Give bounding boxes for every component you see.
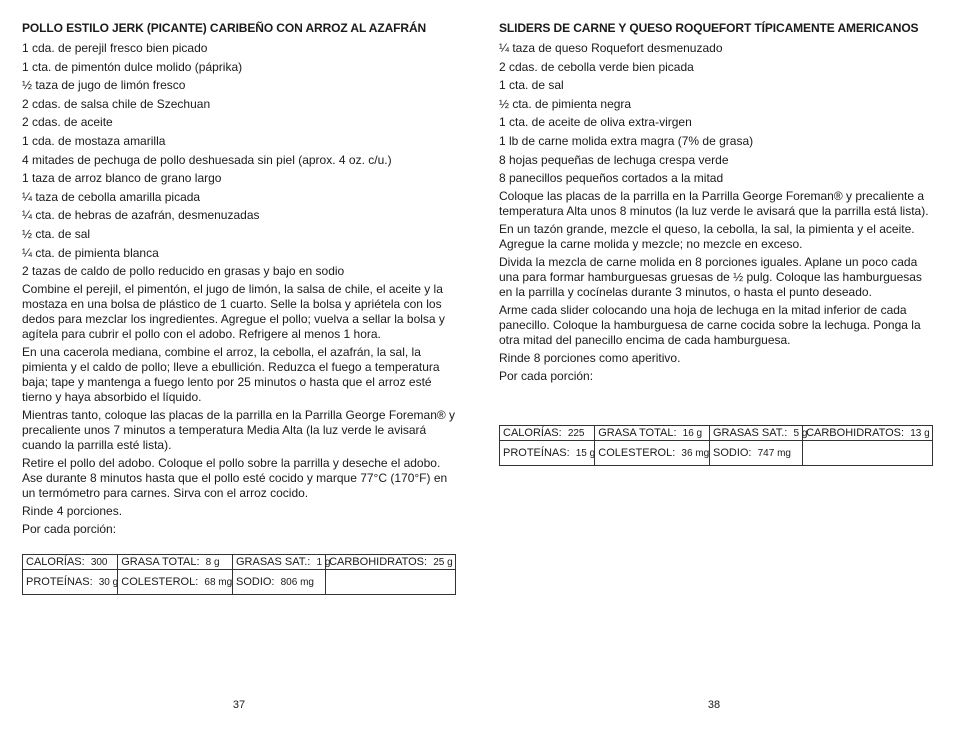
recipe-title: SLIDERS DE CARNE Y QUESO ROQUEFORT TÍPICAMENTE AMERICANOS [499, 21, 919, 35]
ingredient-list [22, 40, 456, 280]
right-page [499, 0, 933, 738]
instruction-step: Divida la mezcla de carne molida en 8 porciones iguales. Aplane un poco cada una para formar hamburguesas gruesas de ½ pulg. Coloque las hamburguesas en la parrilla y cocínelas durante 3 minutos, o hasta el punto deseado. [499, 255, 922, 300]
ingredient-item: ¼ cta. de pimienta blanca [22, 245, 159, 260]
page-number: 37 [232, 699, 246, 711]
ingredient-item: 2 cdas. de aceite [22, 115, 113, 130]
ingredient-item: 1 lb de carne molida extra magra (7% de grasa) [499, 133, 754, 148]
total-fat-cell: GRASA TOTAL: 8 g [118, 555, 233, 570]
sat-fat-cell: GRASAS SAT.: 5 g [709, 426, 802, 441]
empty-cell [803, 441, 933, 466]
instruction-step: Coloque las placas de la parrilla en la Parrilla George Foreman® y precaliente a temperatura Alta unos 8 minutos (la luz verde le avisará que la parrilla está lista). [499, 189, 929, 219]
sodium-cell: SODIO: 747 mg [709, 441, 802, 466]
nutrition-table [22, 554, 456, 595]
instruction-step: Mientras tanto, coloque las placas de la parrilla en la Parrilla George Foreman® y precaliente unos 7 minutos a temperatura Media Alta (la luz verde le avisará cuando la parrilla esté lista). [22, 408, 456, 453]
ingredient-item: 1 cta. de pimentón dulce molido (páprika) [22, 59, 243, 74]
left-page [22, 0, 456, 738]
ingredient-item: 1 cda. de mostaza amarilla [22, 133, 166, 148]
ingredient-item: 2 tazas de caldo de pollo reducido en grasas y bajo en sodio [22, 264, 345, 279]
cholesterol-cell: COLESTEROL: 36 mg [595, 441, 710, 466]
ingredient-item: 1 cda. de perejil fresco bien picado [22, 41, 208, 55]
ingredient-item: 2 cdas. de salsa chile de Szechuan [22, 96, 211, 111]
recipe-content-left [22, 20, 456, 540]
page-number: 38 [707, 699, 721, 711]
ingredient-item: ½ taza de jugo de limón fresco [22, 78, 186, 93]
sodium-cell: SODIO: 806 mg [232, 570, 325, 595]
instructions [22, 282, 456, 537]
nutrition-table [499, 425, 933, 466]
instructions [499, 189, 933, 384]
ingredient-item: ¼ taza de cebolla amarilla picada [22, 189, 201, 204]
ingredient-item: 2 cdas. de cebolla verde bien picada [499, 59, 694, 74]
servings-text: Rinde 8 porciones como aperitivo. [499, 351, 681, 366]
ingredient-item: 1 taza de arroz blanco de grano largo [22, 171, 222, 186]
instruction-step: En un tazón grande, mezcle el queso, la cebolla, la sal, la pimienta y el aceite. Agregue la carne molida y mezcle; no mezcle en exceso. [499, 222, 915, 252]
instruction-step: En una cacerola mediana, combine el arroz, la cebolla, el azafrán, la sal, la pimienta y el caldo de pollo; lleve a ebullición. Reduzca el fuego a temperatura baja; tape y mantenga a fuego lento por 25 minutos o hasta que el arroz esté tierno y haya absorbido el líquido. [22, 345, 440, 405]
per-serving-label: Por cada porción: [22, 522, 117, 537]
ingredient-item: ½ cta. de pimienta negra [499, 96, 632, 111]
ingredient-item: 4 mitades de pechuga de pollo deshuesada sin piel (aprox. 4 oz. c/u.) [22, 152, 392, 167]
total-fat-cell: GRASA TOTAL: 16 g [595, 426, 710, 441]
empty-cell [326, 570, 456, 595]
carbs-cell: CARBOHIDRATOS: 13 g [803, 426, 933, 441]
instruction-step: Arme cada slider colocando una hoja de lechuga en la mitad inferior de cada panecillo. Coloque la hamburguesa de carne cocida sobre la lechuga. Ponga la otra mitad del panecillo encima de cada hamburguesa. [499, 303, 921, 348]
carbs-cell: CARBOHIDRATOS: 25 g [326, 555, 456, 570]
protein-cell: PROTEÍNAS: 15 g [500, 441, 595, 466]
cholesterol-cell: COLESTEROL: 68 mg [118, 570, 233, 595]
ingredient-item: 1 cta. de sal [499, 78, 564, 93]
calories-cell: CALORÍAS: 225 [500, 426, 595, 441]
sat-fat-cell: GRASAS SAT.: 1 g [232, 555, 325, 570]
recipe-title: POLLO ESTILO JERK (PICANTE) CARIBEÑO CON ARROZ AL AZAFRÁN [22, 21, 427, 35]
ingredient-item: 1 cta. de aceite de oliva extra-virgen [499, 115, 692, 130]
ingredient-item: ¼ taza de queso Roquefort desmenuzado [499, 41, 723, 55]
instruction-step: Retire el pollo del adobo. Coloque el pollo sobre la parrilla y deseche el adobo. Ase durante 8 minutos hasta que el pollo esté cocido y marque 77°C (170°F) en un termómetro para carnes. Sirva con el arroz cocido. [22, 456, 448, 501]
calories-cell: CALORÍAS: 300 [23, 555, 118, 570]
ingredient-list [499, 40, 933, 187]
instruction-step: Combine el perejil, el pimentón, el jugo de limón, la salsa de chile, el aceite y la mostaza en una bolsa de plástico de 1 cuarto. Selle la bolsa y apriétela con los dedos para mezclar los ingredientes. Agregue el pollo; vuelva a sellar la bolsa y agítela para cubrir el pollo con el adobo. Refrigere al menos 1 hora. [22, 282, 445, 342]
recipe-content-right [499, 20, 933, 387]
ingredient-item: 8 hojas pequeñas de lechuga crespa verde [499, 152, 729, 167]
protein-cell: PROTEÍNAS: 30 g [23, 570, 118, 595]
ingredient-item: ¼ cta. de hebras de azafrán, desmenuzadas [22, 208, 260, 223]
ingredient-item: ½ cta. de sal [22, 226, 91, 241]
servings-text: Rinde 4 porciones. [22, 504, 123, 519]
ingredient-item: 8 panecillos pequeños cortados a la mitad [499, 171, 724, 186]
per-serving-label: Por cada porción: [499, 369, 594, 384]
